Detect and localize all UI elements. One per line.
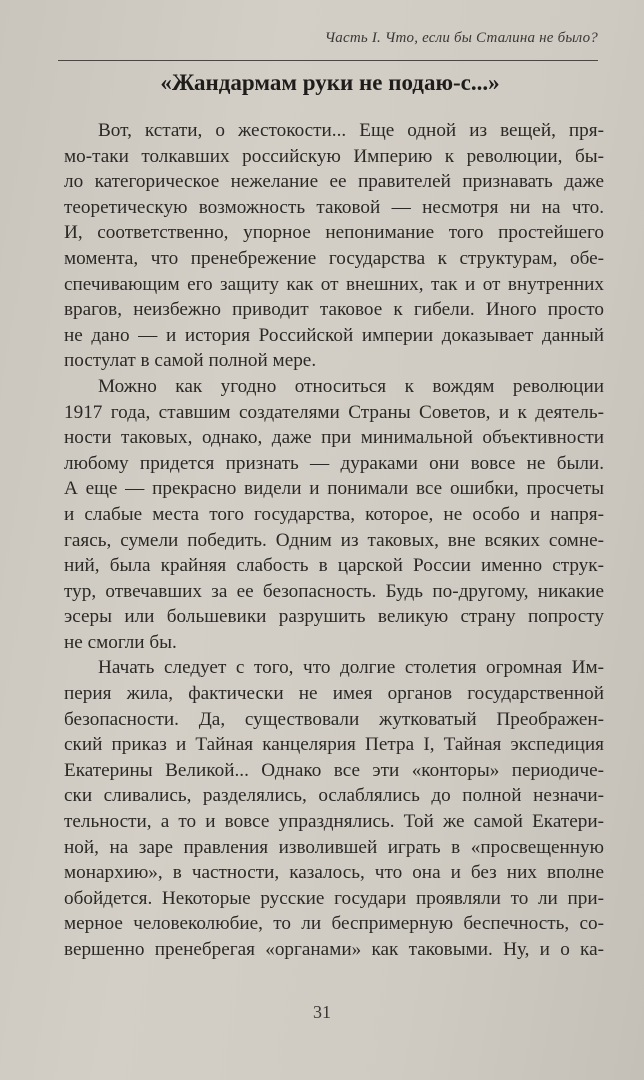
text-line: перия жила, фактически не имея органов государственной: [64, 683, 604, 705]
text-line: ности таковых, однако, даже при минимальной объективности: [64, 427, 604, 449]
text-line: И, соответственно, упорное непонимание того простейшего: [64, 222, 604, 244]
text-line: ний, была крайняя слабость в царской России именно струк-: [64, 555, 604, 577]
text-line: 1917 года, ставшим создателями Страны Советов, и к деятель-: [64, 401, 604, 423]
text-line: эсеры или большевики разрушить великую страну попросту: [64, 606, 604, 628]
body-text: [64, 118, 604, 963]
text-line: ло категорическое нежелание ее правителей признавать даже: [64, 171, 604, 193]
text-line: Можно как угодно относиться к вождям революции: [98, 375, 604, 397]
text-line: тур, отвечавших за ее безопасность. Будь по-другому, никакие: [64, 580, 604, 602]
text-line: ной, на заре правления изволившей играть в «просвещенную: [64, 836, 604, 858]
header-rule: [58, 60, 598, 61]
text-line: мерное человеколюбие, то ли беспримерную беспечность, со-: [64, 913, 604, 935]
text-line: безопасности. Да, существовали жутковатый Преображен-: [64, 708, 604, 730]
chapter-title: «Жандармам руки не подаю-с...»: [160, 70, 500, 95]
text-line: мо-таки толкавших российскую Империю к революции, бы-: [64, 145, 604, 167]
text-line: Вот, кстати, о жестокости... Еще одной из вещей, пря-: [98, 120, 604, 141]
running-head: Часть I. Что, если бы Сталина не было?: [324, 30, 598, 46]
text-line: обойдется. Некоторые русские государи проявляли то ли при-: [64, 887, 604, 909]
text-line: ский приказ и Тайная канцелярия Петра I, Тайная экспедиция: [64, 734, 604, 756]
text-line: любому придется признать — дураками они вовсе не были.: [64, 452, 604, 474]
text-line: не смогли бы.: [64, 631, 177, 653]
text-line: вершенно пренебрегая «органами» как таковыми. Ну, и о ка-: [64, 939, 604, 960]
text-line: не дано — и история Российской империи доказывает данный: [64, 324, 604, 346]
text-line: теоретическую возможность таковой — несмотря ни на что.: [64, 196, 604, 218]
page-number: 31: [313, 1002, 331, 1022]
text-line: гаясь, сумели победить. Одним из таковых, вне всяких сомне-: [64, 529, 604, 551]
text-line: Начать следует с того, что долгие столетия огромная Им-: [98, 657, 604, 679]
text-line: врагов, неизбежно приводит таковое к гибели. Иного просто: [64, 299, 604, 321]
text-line: ски сливались, разделялись, ослаблялись до полной незначи-: [64, 785, 604, 807]
text-line: А еще — прекрасно видели и понимали все ошибки, просчеты: [64, 478, 604, 500]
text-line: Екатерины Великой... Однако все эти «конторы» периодиче-: [64, 759, 604, 781]
text-line: момента, что пренебрежение государства к структурам, обе-: [64, 247, 604, 269]
text-line: монархию», в частности, казалось, что она и без них вполне: [64, 862, 604, 884]
text-line: постулат в самой полной мере.: [64, 350, 317, 372]
text-line: спечивающим его защиту как от внешних, так и от внутренних: [64, 273, 604, 295]
text-line: и слабые места того государства, которое, не особо и напря-: [64, 503, 604, 525]
text-line: тельности, а то и вовсе упразднялись. Той же самой Екатери-: [64, 811, 604, 833]
